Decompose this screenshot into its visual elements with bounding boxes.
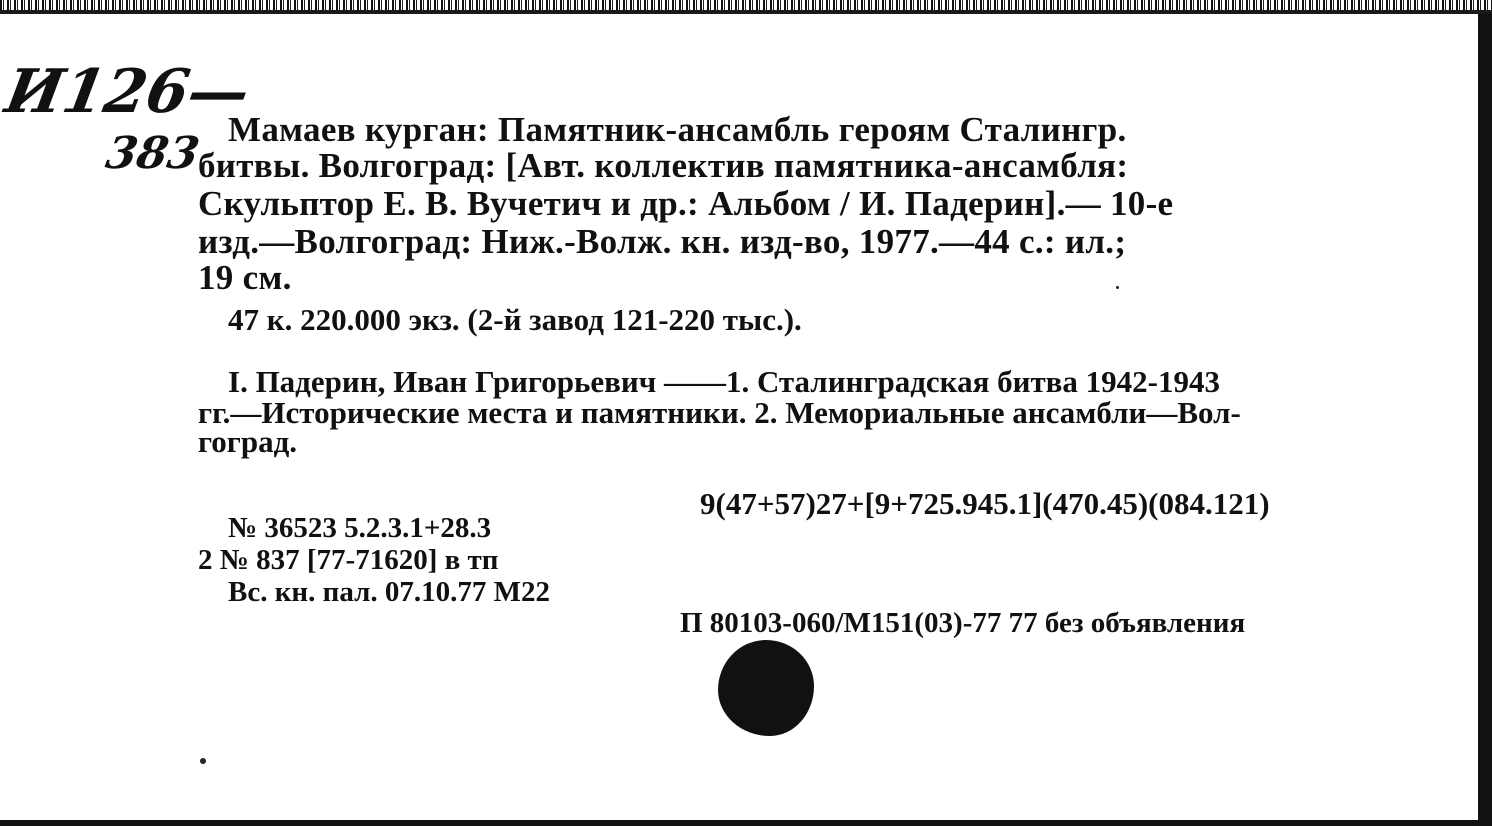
entry-line-2: битвы. Волгоград: [Авт. коллектив памятника-ансамбля: xyxy=(198,146,1129,185)
price-line: 47 к. 220.000 экз. (2-й завод 121-220 тыс.). xyxy=(228,302,802,337)
subjects-line-1: I. Падерин, Иван Григорьевич ——1. Сталинградская битва 1942-1943 xyxy=(228,364,1220,399)
entry-line-1: Мамаев курган: Памятник-ансамбль героям Сталингр. xyxy=(228,110,1127,149)
scan-border-bottom xyxy=(0,820,1492,826)
entry-line-5: 19 см. xyxy=(198,258,292,297)
catalog-code: П 80103-060/М151(03)-77 77 без объявления xyxy=(680,607,1246,639)
speck xyxy=(200,758,206,764)
speck xyxy=(1116,286,1119,289)
classification-index: 9(47+57)27+[9+725.945.1](470.45)(084.121) xyxy=(700,486,1270,521)
number-line-2: 2 № 837 [77-71620] в тп xyxy=(198,544,499,576)
subjects-line-2: гг.—Исторические места и памятники. 2. Мемориальные ансамбли—Вол- xyxy=(198,395,1241,430)
ink-stamp-blot xyxy=(718,640,814,736)
number-line-1: № 36523 5.2.3.1+28.3 xyxy=(228,512,492,544)
handwritten-shelfmark xyxy=(0,50,255,180)
entry-line-4: изд.—Волгоград: Ниж.-Волж. кн. изд-во, 1977.—44 с.: ил.; xyxy=(198,222,1127,261)
shelfmark-top: И126— xyxy=(0,56,255,127)
scan-border-top xyxy=(0,0,1492,14)
entry-line-3: Скульптор Е. В. Вучетич и др.: Альбом / И. Падерин].— 10-е xyxy=(198,184,1174,223)
shelfmark-bottom: 383 xyxy=(102,127,204,179)
scan-border-right xyxy=(1478,14,1492,826)
subjects-line-3: гоград. xyxy=(198,424,298,459)
number-line-3: Вс. кн. пал. 07.10.77 М22 xyxy=(228,576,550,608)
